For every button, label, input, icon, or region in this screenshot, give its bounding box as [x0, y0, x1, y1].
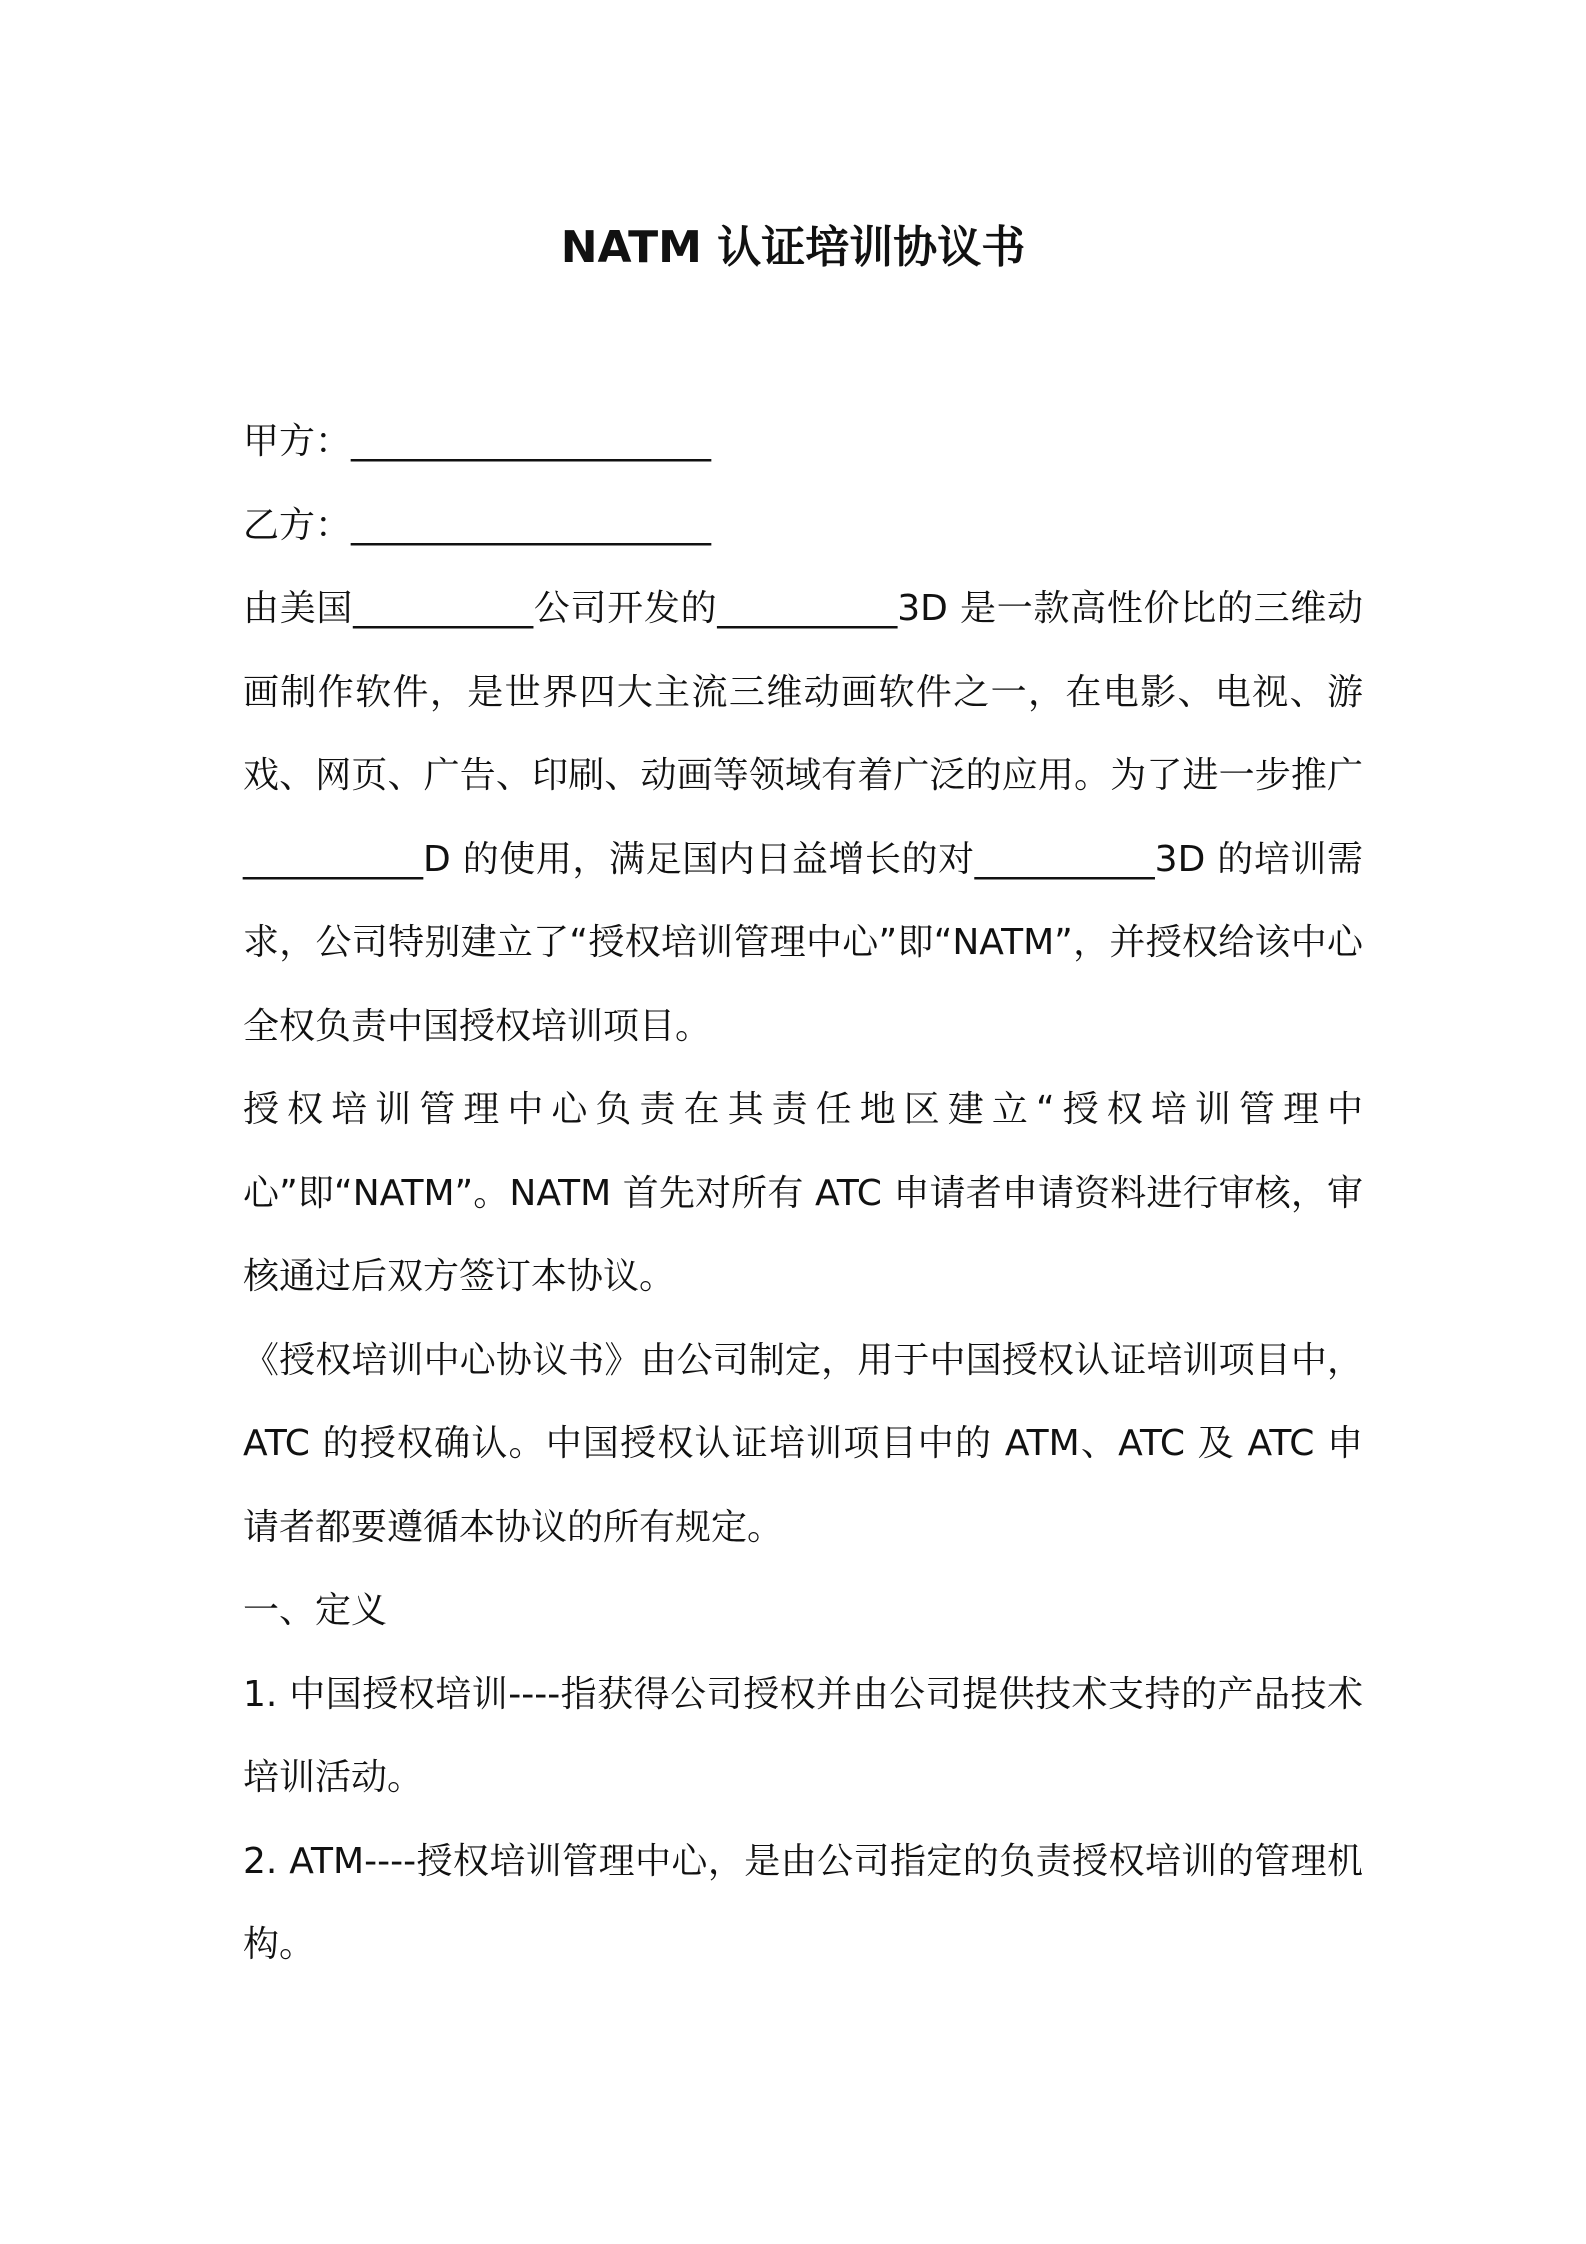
agreement-paragraph: 《授权培训中心协议书》由公司制定，用于中国授权认证培训项目中，ATC 的授权确认。中国授权认证培训项目中的 ATM、ATC 及 ATC 申请者都要遵循本协议的所有规定。	[243, 1339, 1363, 1548]
document-body	[243, 400, 1363, 1987]
section-heading-definitions: 一、定义	[243, 1590, 388, 1631]
natm-paragraph: 授权培训管理中心负责在其责任地区建立“授权培训管理中心”即“NATM”。NATM 首先对所有 ATC 申请者申请资料进行审核，审核通过后双方签订本协议。	[243, 1089, 1363, 1297]
document-title: NATM 认证培训协议书	[560, 222, 1026, 273]
definition-item-2: 2. ATM----授权培训管理中心，是由公司指定的负责授权培训的管理机构。	[243, 1840, 1363, 1965]
intro-paragraph: 由美国__________公司开发的__________3D 是一款高性价比的三维动画制作软件，是世界四大主流三维动画软件之一，在电影、电视、游戏、网页、广告、印刷、动画等领域有着广泛的应用。为了进一步推广__________D 的使用，满足国内日益增长的对__________3D 的培训需求，公司特别建立了“授权培训管理中心”即“NATM”，并授权给该中心全权负责中国授权培训项目。	[243, 588, 1363, 1047]
definition-item-1: 1. 中国授权培训----指获得公司授权并由公司提供技术支持的产品技术培训活动。	[243, 1673, 1363, 1798]
party-a-line: 甲方：____________________	[243, 421, 712, 462]
party-b-line: 乙方：____________________	[243, 504, 712, 546]
